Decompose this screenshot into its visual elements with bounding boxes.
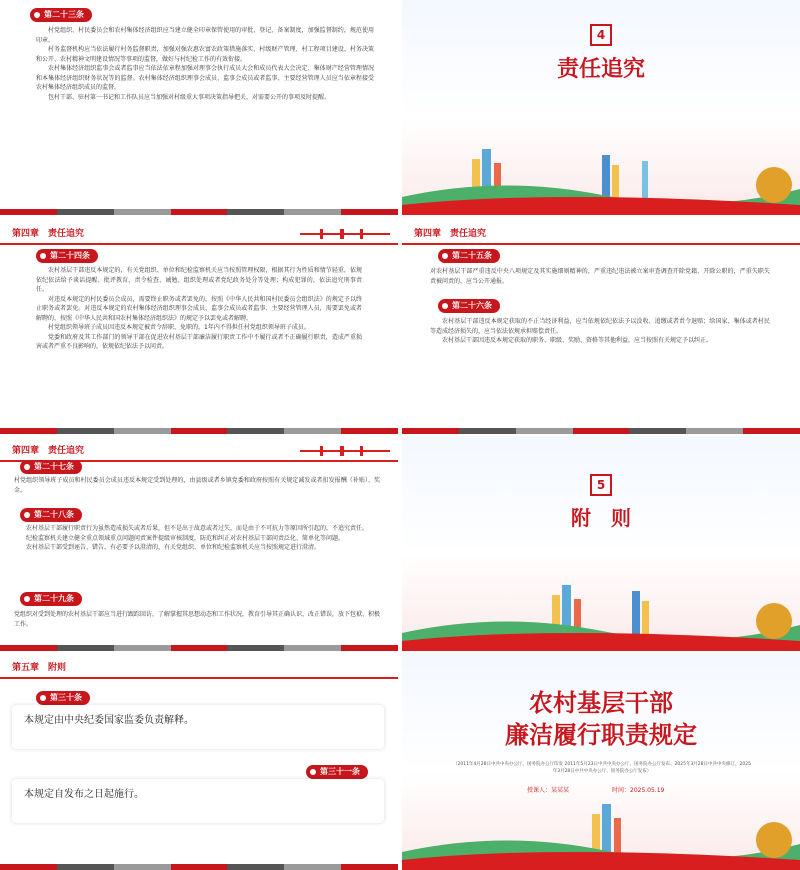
paragraph: 农村基层干部违反本规定获取的不正当经济利益，应当依规依纪依法予以没收、追缴或者责令退赔；给国家、集体或者村民等造成经济损失的，应当依法依规承担赔偿责任。 bbox=[430, 318, 770, 335]
section-number: 5 bbox=[590, 474, 612, 496]
article-tag: 第二十六条 bbox=[438, 299, 500, 313]
cover-title-line1: 农村基层干部 bbox=[529, 689, 673, 717]
bottom-stripe bbox=[0, 428, 398, 434]
paragraph: 村党组织领导班子成员因违反本规定被责令辞职、免职的，1年内不得担任村党组织领导班子成员。 bbox=[48, 324, 310, 331]
article-text: 本规定自发布之日起施行。 bbox=[24, 789, 144, 800]
chapter-title: 第四章 责任追究 bbox=[12, 446, 85, 456]
paragraph: 村党组织、村民委员会和农村集体经济组织应当建立健全印章保管使用的审批、登记、备案制度，加强监督制约，规范使用印章。 bbox=[36, 27, 374, 44]
article-content-box bbox=[12, 705, 384, 749]
presenter: 授课人：某某某 bbox=[527, 787, 570, 794]
bottom-stripe bbox=[0, 209, 398, 215]
article-tag: 第二十七条 bbox=[20, 460, 82, 474]
slide-article-24 bbox=[0, 219, 398, 434]
slide-article-25-26 bbox=[402, 219, 800, 434]
paragraph: 党委和政府及其工作部门的领导干部在促进农村基层干部廉洁履行职责工作中不履行或者不正确履行职责，造成严重损害或者严重不良影响的，依规依纪依法予以问责。 bbox=[36, 333, 362, 350]
paragraph: 纪检监察机关建立健全重点领域重点问题问责案件提级审核制度，防范和纠正对农村基层干部问责泛化、简单化等问题。 bbox=[26, 534, 345, 542]
paragraph: 村务监督机构应当依法履行村务监督职责，加强对强农惠农富农政策措施落实、村级财产管理、村工程项目建设、村务决策和公开、农村精神文明建设情况等事项的监督，做好与村纪检工作的有效衔接。 bbox=[36, 46, 374, 63]
paragraph: 对违反本规定的村民委员会成员，需要终止职务或者罢免的，按照《中华人民共和国村民委员会组织法》的规定予以终止职务或者罢免。对违反本规定的农村集体经济组织理事会成员、监事会成员或者监事、主要经营管理人员，需要罢免或者解聘的，按照《中华人民共和国农村集体经济组织法》的规定予以罢免或者解聘。 bbox=[36, 295, 362, 322]
cover-title-line2: 廉洁履行职责规定 bbox=[505, 721, 697, 749]
article-tag: 第三十一条 bbox=[306, 765, 368, 779]
paragraph: 农村集体经济组织监事会或者监事应当依法依章程加强对理事会执行成员大会和成员代表大会决定、集体财产经营管理情况和本集体经济组织财务状况等的监督。农村集体经济组织理事会成员、监事会成员或者监事、主要经营管理人员应当依章程接受农村集体经济组织成员的监督。 bbox=[36, 65, 374, 91]
article-content-box bbox=[12, 779, 384, 823]
slide-section-5 bbox=[402, 436, 800, 651]
header-ornament-icon bbox=[300, 229, 390, 239]
article-text: 村党组织领导班子成员和村民委员会成员违反本规定受到处理的，由县级或者乡镇党委和政府按照有关规定减发或者扣发报酬（补贴）、奖金。 bbox=[14, 477, 380, 494]
cover-note: （2011年4月28日中共中央办公厅、国务院办公厅印发 2011年5月23日中共中央办公厅、国务院办公厅发布；2025年3月28日中共中央修订，2025年3月28日中共中央办公厅、国务院办公厅发布） bbox=[452, 762, 751, 774]
slide-section-4 bbox=[402, 0, 800, 215]
article-text bbox=[14, 524, 380, 553]
chapter-title: 第四章 责任追究 bbox=[12, 229, 85, 239]
article-tag: 第二十五条 bbox=[438, 249, 500, 263]
date: 时间：2025.05.19 bbox=[612, 787, 665, 794]
bottom-stripe bbox=[402, 428, 800, 434]
article-text bbox=[36, 266, 362, 352]
article-tag: 第二十九条 bbox=[20, 592, 82, 606]
article-tag: 第二十四条 bbox=[36, 249, 98, 263]
section-title: 附 则 bbox=[571, 506, 631, 530]
article-text: 本规定由中央纪委国家监委负责解释。 bbox=[24, 715, 194, 726]
slide-article-23 bbox=[0, 0, 398, 215]
city-skyline-illustration bbox=[402, 800, 800, 870]
slide-chapter-5 bbox=[0, 653, 398, 870]
paragraph: 农村基层干部违反本规定的，有关党组织、单位和纪检监察机关应当按照管理权限，根据其行为性质和情节轻重，依规依纪依法给予谈话提醒、批评教育、责令检查、诫勉、组织处理或者党纪政务处分等处理；构成犯罪的，依法追究刑事责任。 bbox=[36, 267, 362, 293]
chapter-header bbox=[402, 219, 800, 245]
city-skyline-illustration bbox=[402, 581, 800, 651]
slide-article-27-29 bbox=[0, 436, 398, 651]
bottom-stripe bbox=[0, 864, 398, 870]
city-skyline-illustration bbox=[402, 145, 800, 215]
header-ornament-icon bbox=[300, 446, 390, 456]
paragraph: 农村基层干部因违反本规定获取的职务、职级、奖励、资格等其他利益，应当按照有关规定予以纠正。 bbox=[442, 337, 713, 344]
paragraph: 包村干部、驻村第一书记和工作队员应当加强对村级重大事项决策指导把关，对需要公开的事项及时提醒。 bbox=[48, 93, 331, 101]
article-text bbox=[36, 26, 374, 102]
chapter-title: 第五章 附则 bbox=[12, 663, 67, 673]
chapter-header bbox=[0, 436, 398, 462]
bottom-stripe bbox=[0, 645, 398, 651]
article-tag: 第二十三条 bbox=[30, 8, 92, 22]
chapter-header bbox=[0, 653, 398, 679]
paragraph: 农村基层干部受到诬告、错告，有必要予以澄清的，有关党组织、单位和纪检监察机关应当按照规定进行澄清。 bbox=[26, 544, 321, 551]
article-tag: 第二十八条 bbox=[20, 508, 82, 522]
slide-cover bbox=[402, 653, 800, 870]
article-tag: 第三十条 bbox=[36, 691, 90, 705]
chapter-header bbox=[0, 219, 398, 245]
article-text: 对农村基层干部严重违反中央八项规定及其实施细则精神的，严重违纪违法被立案审查调查开除党籍、开除公职的，严重失职失责被问责的，应当公开通报。 bbox=[430, 268, 770, 285]
article-text bbox=[430, 317, 770, 346]
section-number: 4 bbox=[590, 24, 612, 46]
article-text: 党组织对受到处理的农村基层干部应当进行跟踪回访，了解掌握其思想动态和工作状况，教育引导其正确认识、改正错误，放下包袱、积极工作。 bbox=[14, 611, 381, 628]
section-title: 责任追究 bbox=[556, 57, 645, 82]
chapter-title: 第四章 责任追究 bbox=[414, 229, 487, 239]
paragraph: 农村基层干部履行职责行为虽然造成损失或者后果，但不是出于故意或者过失，而是由于不可抗力等原因所引起的，不追究责任。 bbox=[26, 525, 369, 532]
